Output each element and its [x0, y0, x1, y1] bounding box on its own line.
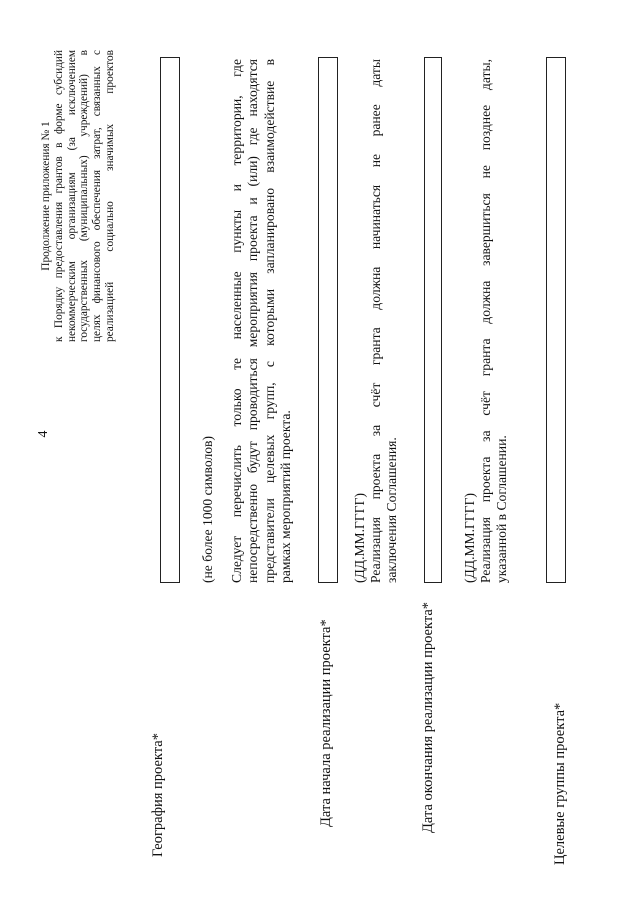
start-date-hint-line: Реализация проекта за счёт гранта должна начинаться не ранее даты: [368, 59, 384, 583]
start-date-format: (ДД.ММ.ГГГГ): [352, 492, 367, 583]
start-date-label: Дата начала реализации проекта*: [318, 619, 334, 827]
geography-label: География проекта*: [150, 733, 166, 857]
page-number: 4: [36, 430, 51, 438]
header-line: некоммерческим организациям (за исключением: [65, 50, 78, 342]
start-date-hint-line: заключения Соглашения.: [384, 437, 400, 583]
end-date-label: Дата окончания реализации проекта*: [420, 601, 436, 833]
header-line: целях финансового обеспечения затрат, связанных с: [91, 50, 104, 342]
geography-input[interactable]: [160, 57, 180, 583]
target-groups-label: Целевые группы проекта*: [552, 702, 568, 865]
geography-hint-line: представители целевых групп, с которыми запланировано взаимодействие в: [261, 59, 277, 583]
target-groups-input[interactable]: [546, 57, 566, 583]
end-date-hint-line: указанной в Соглашении.: [494, 435, 510, 583]
end-date-format: (ДД.ММ.ГГГГ): [462, 492, 477, 583]
start-date-help: [352, 59, 401, 583]
geography-hint-line: непосредственно будут проводиться мероприятия проекта и (или) где находятся: [245, 59, 261, 583]
header-line: к Порядку предоставления грантов в форме субсидий: [52, 50, 65, 342]
end-date-hint-line: Реализация проекта за счёт гранта должна завершиться не позднее даты,: [478, 59, 494, 583]
document-header: [40, 50, 117, 342]
end-date-help: [462, 59, 511, 583]
header-line: Продолжение приложения № 1: [40, 121, 52, 271]
end-date-input[interactable]: [424, 57, 442, 583]
geography-hint-line: рамках мероприятий проекта.: [277, 410, 293, 583]
geography-hint-line: Следует перечислить только те населенные пункты и территории, где: [229, 59, 245, 583]
geography-limit: (не более 1000 символов): [200, 436, 215, 583]
geography-help: [200, 59, 294, 583]
start-date-input[interactable]: [318, 57, 338, 583]
header-line: государственных (муниципальных) учреждений) в: [78, 50, 91, 342]
header-line: реализацией социально значимых проектов: [103, 50, 116, 342]
